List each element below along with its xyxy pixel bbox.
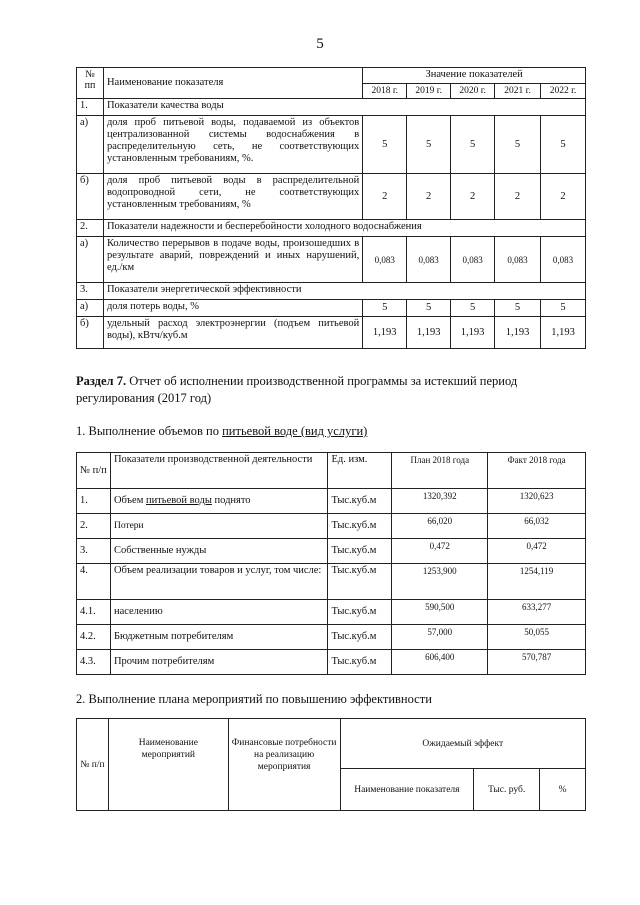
row-fact: 633,277 — [488, 600, 586, 625]
section-text: Отчет об исполнении производственной программы за истекший период регулирования (2017 год) — [76, 374, 518, 405]
table-row — [77, 650, 586, 675]
row-name: удельный расход электроэнергии (подъем питьевой воды), кВтч/куб.м — [103, 317, 362, 349]
table-row — [77, 317, 586, 349]
header-plan: План 2018 года — [392, 453, 488, 489]
header-year: 2019 г. — [407, 84, 451, 99]
row-fact: 1320,623 — [488, 489, 586, 514]
row-num: 4.1. — [77, 600, 111, 625]
group-num: 1. — [77, 99, 104, 116]
row-plan: 1253,900 — [392, 564, 488, 600]
table-row — [77, 514, 586, 539]
row-value: 0,083 — [407, 237, 451, 283]
row-value: 0,083 — [451, 237, 495, 283]
table-row — [77, 564, 586, 600]
row-value: 2 — [407, 174, 451, 220]
table-row — [77, 600, 586, 625]
row-plan: 590,500 — [392, 600, 488, 625]
row-plan: 66,020 — [392, 514, 488, 539]
group-row — [77, 283, 586, 300]
row-value: 5 — [363, 116, 407, 174]
row-value: 5 — [495, 300, 541, 317]
header-year: 2018 г. — [363, 84, 407, 99]
row-unit: Тыс.куб.м — [328, 514, 392, 539]
header-finance: Финансовые потребности на реализацию мероприятия — [228, 719, 340, 811]
row-num: 1. — [77, 489, 111, 514]
table-row — [77, 300, 586, 317]
row-num: 4.3. — [77, 650, 111, 675]
header-year: 2020 г. — [451, 84, 495, 99]
row-value: 1,193 — [363, 317, 407, 349]
group-title: Показатели энергетической эффективности — [103, 283, 585, 300]
table-row — [77, 116, 586, 174]
row-name: Бюджетным потребителям — [110, 625, 328, 650]
header-year: 2022 г. — [541, 84, 586, 99]
row-value: 1,193 — [451, 317, 495, 349]
header-name: Показатели производственной деятельности — [110, 453, 328, 489]
table-row — [77, 625, 586, 650]
row-name: доля потерь воды, % — [103, 300, 362, 317]
row-fact: 1254,119 — [488, 564, 586, 600]
group-num: 2. — [77, 220, 104, 237]
header-num: № п/п — [77, 453, 111, 489]
header-measures: Наименование мероприятий — [108, 719, 228, 811]
row-fact: 66,032 — [488, 514, 586, 539]
group-title: Показатели надежности и бесперебойности холодного водоснабжения — [103, 220, 585, 237]
row-value: 0,083 — [541, 237, 586, 283]
row-plan: 1320,392 — [392, 489, 488, 514]
row-value: 2 — [363, 174, 407, 220]
row-unit: Тыс.куб.м — [328, 489, 392, 514]
header-unit: Ед. изм. — [328, 453, 392, 489]
row-name: Потери — [110, 514, 328, 539]
row-num: 4.2. — [77, 625, 111, 650]
row-num: а) — [77, 300, 104, 317]
table-row — [77, 539, 586, 564]
header-fact: Факт 2018 года — [488, 453, 586, 489]
volumes-heading-prefix: 1. Выполнение объемов по — [76, 424, 223, 438]
header-name: Наименование показателя — [103, 68, 362, 99]
row-num: б) — [77, 317, 104, 349]
row-value: 0,083 — [363, 237, 407, 283]
measures-table — [76, 718, 586, 811]
row-name: населению — [110, 600, 328, 625]
row-value: 5 — [363, 300, 407, 317]
header-num: № п/п — [77, 719, 109, 811]
group-row — [77, 220, 586, 237]
volumes-table — [76, 452, 586, 675]
table-row — [77, 174, 586, 220]
header-year: 2021 г. — [495, 84, 541, 99]
row-fact: 0,472 — [488, 539, 586, 564]
row-unit: Тыс.куб.м — [328, 539, 392, 564]
section-7-paragraph — [76, 373, 591, 407]
row-num: 4. — [77, 564, 111, 600]
row-value: 5 — [451, 300, 495, 317]
plan-heading: 2. Выполнение плана мероприятий по повышению эффективности — [76, 692, 432, 706]
table-row — [77, 489, 586, 514]
group-row — [77, 99, 586, 116]
row-unit: Тыс.куб.м — [328, 564, 392, 600]
header-effect: Ожидаемый эффект — [340, 719, 585, 769]
row-num: а) — [77, 237, 104, 283]
header-num: № пп — [77, 68, 104, 99]
row-plan: 606,400 — [392, 650, 488, 675]
row-value: 5 — [451, 116, 495, 174]
row-value: 5 — [407, 300, 451, 317]
row-fact: 50,055 — [488, 625, 586, 650]
row-name: доля проб питьевой воды, подаваемой из объектов централизованной системы водоснабжения в распределительную сеть, не соответствующих установленным требованиям, %. — [103, 116, 362, 174]
header-rub: Тыс. руб. — [474, 769, 540, 811]
row-unit: Тыс.куб.м — [328, 650, 392, 675]
row-value: 1,193 — [495, 317, 541, 349]
row-name: Объем питьевой воды поднято — [110, 489, 328, 514]
header-percent: % — [540, 769, 586, 811]
row-value: 5 — [541, 300, 586, 317]
row-unit: Тыс.куб.м — [328, 625, 392, 650]
row-name: Объем реализации товаров и услуг, том числе: — [110, 564, 328, 600]
row-num: 3. — [77, 539, 111, 564]
group-num: 3. — [77, 283, 104, 300]
row-value: 1,193 — [407, 317, 451, 349]
row-name: Прочим потребителям — [110, 650, 328, 675]
row-num: 2. — [77, 514, 111, 539]
indicators-table — [76, 67, 586, 349]
row-value: 2 — [495, 174, 541, 220]
section-label: Раздел 7. — [76, 374, 127, 388]
row-value: 5 — [407, 116, 451, 174]
row-value: 2 — [451, 174, 495, 220]
table-row — [77, 237, 586, 283]
row-name: Собственные нужды — [110, 539, 328, 564]
row-fact: 570,787 — [488, 650, 586, 675]
volumes-heading — [76, 423, 591, 440]
header-values-group: Значение показателей — [363, 68, 586, 84]
row-plan: 0,472 — [392, 539, 488, 564]
row-value: 5 — [541, 116, 586, 174]
row-value: 1,193 — [541, 317, 586, 349]
row-num: а) — [77, 116, 104, 174]
row-unit: Тыс.куб.м — [328, 600, 392, 625]
volumes-heading-service: питьевой воде (вид услуги) — [222, 424, 368, 438]
row-name: Количество перерывов в подаче воды, произошедших в результате аварий, повреждений и иных нарушений, ед./км — [103, 237, 362, 283]
page-number: 5 — [316, 36, 324, 52]
row-name: доля проб питьевой воды в распределительной водопроводной сети, не соответствующих установленным требованиям, % — [103, 174, 362, 220]
row-num: б) — [77, 174, 104, 220]
row-value: 0,083 — [495, 237, 541, 283]
group-title: Показатели качества воды — [103, 99, 585, 116]
row-value: 2 — [541, 174, 586, 220]
header-indicator: Наименование показателя — [340, 769, 474, 811]
row-plan: 57,000 — [392, 625, 488, 650]
row-value: 5 — [495, 116, 541, 174]
